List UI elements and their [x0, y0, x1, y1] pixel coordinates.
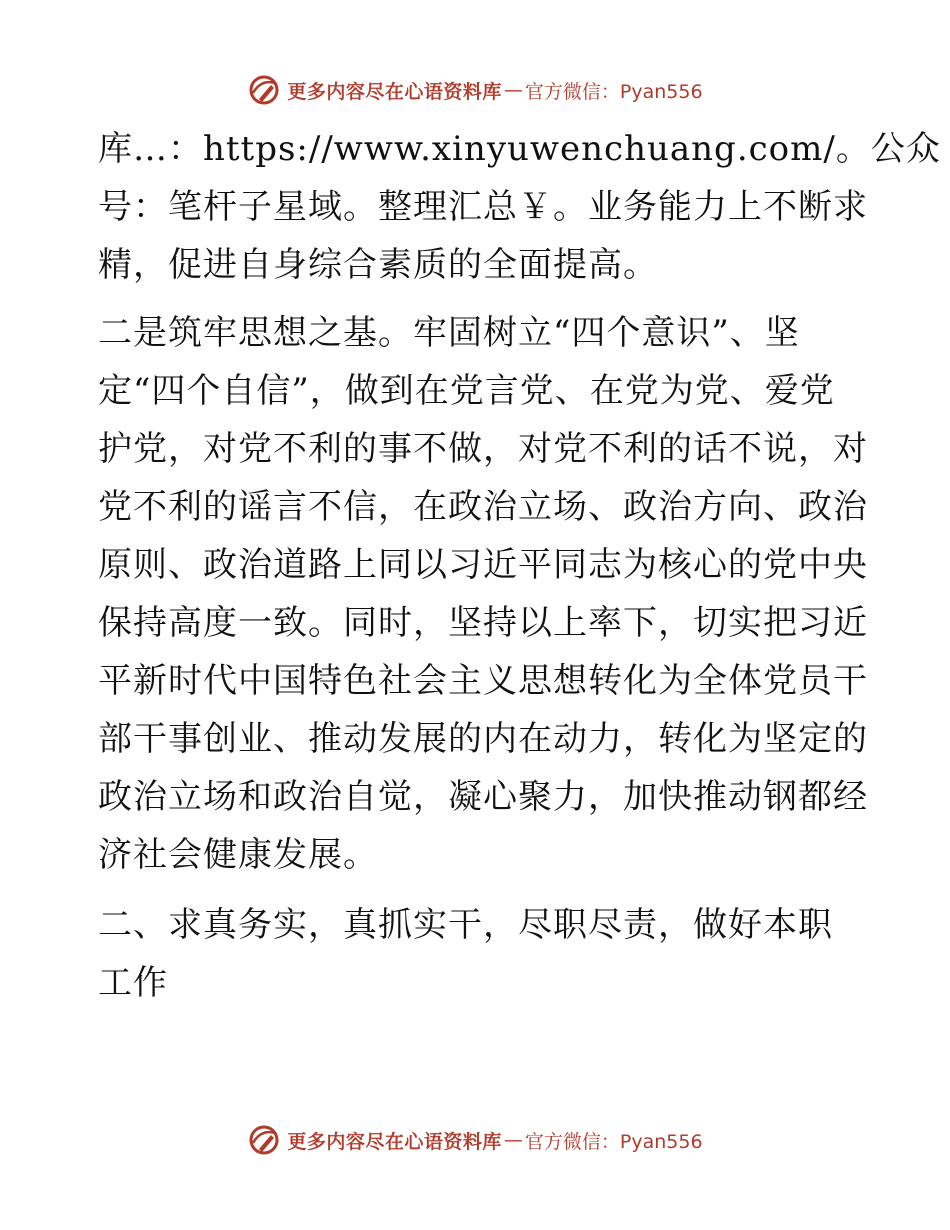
- text-line: 精，促进自身综合素质的全面提高。: [98, 245, 658, 285]
- text-line: 库…：https://www.xinyuwenchuang.com/。公众: [98, 129, 941, 169]
- pen-swirl-icon: [247, 1123, 281, 1157]
- paragraph-2: [98, 304, 868, 884]
- paragraph-1: [98, 120, 941, 294]
- banner-contact-text: 官方微信：Pyan556: [524, 1130, 703, 1153]
- banner-brand-text: 更多内容尽在心语资料库: [287, 80, 502, 103]
- text-line: 护党，对党不利的事不做，对党不利的话不说，对: [98, 429, 868, 469]
- text-line: 保持高度一致。同时，坚持以上率下，切实把习近: [98, 603, 868, 643]
- text-line: 平新时代中国特色社会主义思想转化为全体党员干: [98, 661, 868, 701]
- text-line: 二、求真务实，真抓实干，尽职尽责，做好本职: [98, 905, 833, 945]
- text-line: 号：笔杆子星域。整理汇总￥。业务能力上不断求: [98, 187, 868, 227]
- footer-watermark-banner: [0, 1120, 950, 1160]
- text-line: 济社会健康发展。: [98, 835, 378, 875]
- document-body: [98, 120, 941, 1012]
- banner-separator: —: [503, 79, 523, 101]
- text-line: 工作: [98, 963, 168, 1003]
- header-watermark-banner: [0, 70, 950, 110]
- text-line: 党不利的谣言不信，在政治立场、政治方向、政治: [98, 487, 868, 527]
- text-line: 原则、政治道路上同以习近平同志为核心的党中央: [98, 545, 868, 585]
- section-heading: [98, 896, 858, 1012]
- text-line: 部干事创业、推动发展的内在动力，转化为坚定的: [98, 719, 868, 759]
- text-line: 政治立场和政治自觉，凝心聚力，加快推动钢都经: [98, 777, 868, 817]
- banner-brand-text: 更多内容尽在心语资料库: [287, 1130, 502, 1153]
- pen-swirl-icon: [247, 73, 281, 107]
- text-line: 二是筑牢思想之基。牢固树立“四个意识”、坚: [98, 313, 800, 353]
- banner-contact-text: 官方微信：Pyan556: [524, 80, 703, 103]
- text-line: 定“四个自信”，做到在党言党、在党为党、爱党: [98, 371, 835, 411]
- banner-separator: —: [503, 1129, 523, 1151]
